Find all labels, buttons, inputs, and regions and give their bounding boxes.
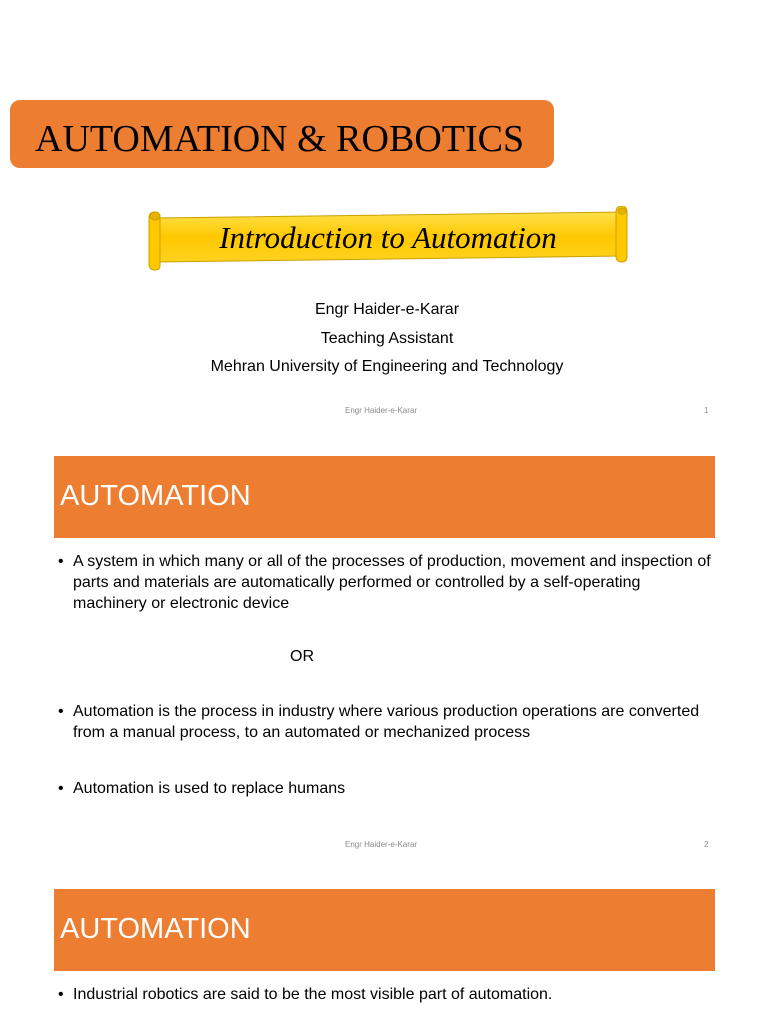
bullet-text: Automation is the process in industry where various production operations are converted from a manual process, to an automated or mechanized process [73,703,700,741]
author-name: Engr Haider-e-Karar [314,301,460,318]
bullet-dot-icon: • [58,703,64,720]
heading-bar [54,889,715,971]
footer-author: Engr Haider-e-Karar [345,840,418,849]
author-role: Teaching Assistant [320,329,454,347]
slide-2 [0,433,768,865]
slide-title: AUTOMATION & ROBOTICS [35,118,525,160]
slide-heading: AUTOMATION [60,480,251,512]
subtitle-scroll-banner [146,206,630,272]
bullet-item [58,701,718,743]
slide-subtitle: Introduction to Automation [219,220,557,255]
bullet-item [58,778,718,799]
bullet-dot-icon: • [58,553,64,570]
or-separator: OR [290,648,314,665]
bullet-text: A system in which many or all of the processes of production, movement and inspection of parts and materials are automatically performed or controlled by a self-operating machinery or electronic device [73,553,711,612]
bullet-item [58,551,718,614]
slide-heading: AUTOMATION [60,913,251,945]
author-institution: Mehran University of Engineering and Technology [210,358,564,375]
bullet-dot-icon: • [58,780,64,797]
author-block [0,296,768,382]
footer-page-number: 1 [704,406,709,415]
footer-author: Engr Haider-e-Karar [345,406,418,415]
slide-1 [0,0,768,432]
title-banner [10,100,554,168]
bullet-item [58,984,718,1005]
slide-3 [0,866,768,1024]
heading-bar [54,456,715,538]
bullet-text: Industrial robotics are said to be the most visible part of automation. [73,986,553,1003]
bullet-text: Automation is used to replace humans [73,780,346,797]
footer-page-number: 2 [704,840,709,849]
bullet-dot-icon: • [58,986,64,1003]
